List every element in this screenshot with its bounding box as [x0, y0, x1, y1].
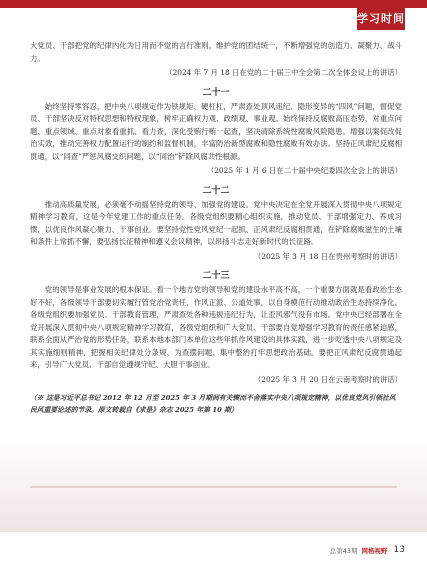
source-citation: （2024 年 7 月 18 日在党的二十届三中全会第二次全体会议上的讲话）: [165, 68, 402, 77]
magazine-brand: 网格视野: [361, 546, 388, 555]
section-paragraph: 推动高质量发展，必须毫不动摇坚持党的领导、加强党的建设。党中央决定在全党开展深入贯彻中央八项规定精神学习教育，这是今年党建工作的重点任务。各级党组织要精心组织实施，推动党员、干部增强定力、养成习惯，以优良作风凝心聚力、干事创业。要坚持党性党风党纪一起抓、正风肃纪反腐相贯通，在铲除腐败滋生的土壤和条件上常抓不懈，要弘扬长征精神和遵义会议精神，以昂扬斗志走好新时代的长征路。: [30, 199, 402, 246]
page-footer: [330, 542, 405, 558]
section-heading: 二十二: [202, 185, 230, 196]
background-decoration: [0, 436, 427, 532]
source-citation: （2025 年 3 月 18 日在贵州考察时的讲话）: [253, 251, 402, 261]
source-citation: （2025 年 3 月 20 日在云南考察时的讲话）: [253, 374, 402, 384]
source-citation: （2025 年 1 月 6 日在二十届中央纪委四次全会上的讲话）: [206, 166, 402, 175]
section-paragraph: 党的领导是事业发展的根本保证。看一个地方党的领导和党的建设水平高不高，一个重要方面就是看政治生态好不好，各级领导干部要切实履行管党治党责任，作风正派、公道处事，以自身模范行动推动政治生态持续净化。各级党组织要加强党员、干部教育管理，严肃查处各种违规违纪行为，让歪风邪气没有市场。党中央已经部署在全党开展深入贯彻中央八项规定精神学习教育，各级党组织和广大党员、干部要自觉增强学习教育的责任感紧迫感，联系全面从严治党的形势任务，联系本地本部门本单位这些年抓作风建设的具体实践，进一步吃透中央八项规定及其实施细则精神，把握相关纪律处分条规，为查摆问题、集中整治打牢思想政治基础。要把正风肃纪反腐贯通起来，引导广大党员、干部自觉遵规守纪、大胆干事创业。: [30, 285, 402, 369]
article-body: [30, 40, 402, 416]
section-heading: 二十一: [202, 87, 230, 98]
great-wall-graphic: [30, 486, 397, 532]
column-tag: 学习时间: [357, 8, 405, 30]
page-number: 13: [393, 545, 405, 555]
editor-note: （※ 这是习近平总书记 2012 年 12 月至 2025 年 3 月期间有关锲而不舍落实中央八项规定精神，以优良党风引领社风民风重要论述的节录。原文转载自《求是》杂志 2025 年第 10 期）: [30, 394, 396, 414]
top-accent-bar: [0, 0, 427, 8]
paragraph-continued: 大党员、干部把党的纪律内化为日用而不觉的言行准则，维护党的团结统一，不断增强党的创造力、凝聚力、战斗力。: [30, 41, 402, 63]
issue-number: 总第43期: [329, 546, 358, 555]
section-heading: 二十三: [202, 271, 230, 281]
section-paragraph: 始终坚持零容忍，把中央八项规定作为铁规矩、硬杠杠，严肃查处顶风违纪、隐形变异的“四风”问题，督促党员、干部坚决反对特权思想和特权现象，树牢正确权力观、政绩观、事业观。始终保持反腐败高压态势，对重点问题、重点领域、重点对象看重抓、看力查，深化受贿行贿一起查，坚决清除系统性腐败风险隐患。增强以案促改促治实效，推动完善权力配置运行的制约和监督机制，丰富防治新型腐败和隐性腐败有效办法。坚持正风肃纪反腐相贯通，以“同查”严惩风腐交织问题，以“同治”铲除风腐共性根源。: [30, 101, 402, 161]
